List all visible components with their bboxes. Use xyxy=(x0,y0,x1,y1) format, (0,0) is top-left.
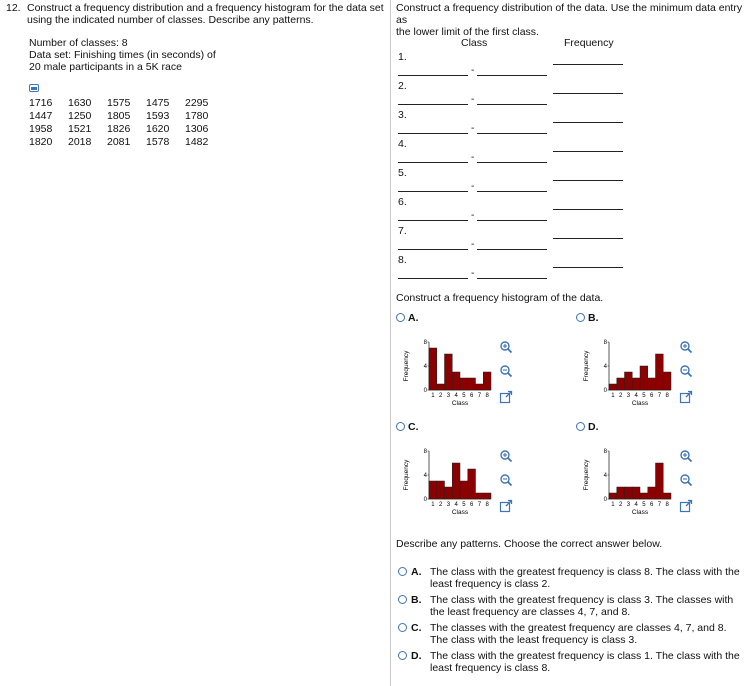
pattern-option-a-radio[interactable] xyxy=(398,567,407,576)
y-tick-label: 0 xyxy=(423,497,427,503)
data-cell: 1447 xyxy=(29,109,53,122)
histogram-bar xyxy=(663,372,671,390)
dataset-line-2: 20 male participants in a 5K race xyxy=(29,61,182,73)
histogram-option-a-radio[interactable] xyxy=(396,313,405,322)
class-range-dash: - xyxy=(471,65,475,76)
histogram-bar xyxy=(483,493,491,499)
zoom-in-icon[interactable] xyxy=(679,449,693,463)
histogram-bar xyxy=(632,378,640,390)
x-tick-label: 1 xyxy=(431,393,435,399)
y-tick-label: 0 xyxy=(423,388,427,394)
histogram-bar xyxy=(617,378,625,390)
y-tick-label: 8 xyxy=(423,449,427,455)
frequency-column-header: Frequency xyxy=(564,37,614,49)
data-cell: 1780 xyxy=(185,109,209,122)
x-tick-label: 3 xyxy=(446,393,451,399)
classes-line: Number of classes: 8 xyxy=(29,37,128,49)
data-row xyxy=(29,109,224,122)
histogram-bar xyxy=(452,372,460,390)
freq-instruction-line-2: the lower limit of the first class. xyxy=(396,26,539,38)
data-cell: 1578 xyxy=(146,135,170,148)
x-tick-label: 7 xyxy=(477,393,482,399)
pattern-option-line-1: The class with the greatest frequency is class 8. The class with the xyxy=(430,566,740,578)
frequency-input[interactable] xyxy=(553,93,623,94)
row-label: 8. xyxy=(398,254,407,266)
histogram-bar xyxy=(429,348,437,390)
y-tick-label: 0 xyxy=(603,388,607,394)
data-cell: 2295 xyxy=(185,96,209,109)
pattern-option-letter[interactable]: B. xyxy=(411,594,422,606)
histogram-bar xyxy=(437,384,445,390)
histogram-bar xyxy=(656,463,664,499)
row-label: 6. xyxy=(398,196,407,208)
class-upper-input[interactable] xyxy=(477,104,547,105)
histogram-bar xyxy=(609,493,617,499)
x-tick-label: 7 xyxy=(657,393,662,399)
x-tick-label: 3 xyxy=(626,393,631,399)
class-upper-input[interactable] xyxy=(477,191,547,192)
x-tick-label: 2 xyxy=(438,393,443,399)
class-upper-input[interactable] xyxy=(477,220,547,221)
x-tick-label: 8 xyxy=(665,393,669,399)
pattern-option-line-1: The class with the greatest frequency is class 1. The class with the xyxy=(430,650,740,662)
histogram-bar xyxy=(460,481,468,499)
frequency-input[interactable] xyxy=(553,180,623,181)
zoom-out-icon[interactable] xyxy=(499,364,513,378)
x-tick-label: 4 xyxy=(634,393,638,399)
class-lower-input[interactable] xyxy=(398,249,468,250)
histogram-bar xyxy=(656,354,664,390)
data-cell: 2081 xyxy=(107,135,131,148)
histogram-bar xyxy=(437,481,445,499)
dataset-line-1: Data set: Finishing times (in seconds) of xyxy=(29,49,216,61)
class-column-header: Class xyxy=(461,37,488,49)
zoom-out-icon[interactable] xyxy=(679,364,693,378)
expand-icon[interactable] xyxy=(679,499,693,513)
expand-icon[interactable] xyxy=(679,390,693,404)
histogram-bar xyxy=(476,384,484,390)
class-range-dash: - xyxy=(471,123,475,134)
frequency-input[interactable] xyxy=(553,238,623,239)
x-tick-label: 7 xyxy=(657,502,662,508)
histogram-y-label: Frequency xyxy=(403,459,410,491)
class-upper-input[interactable] xyxy=(477,75,547,76)
x-tick-label: 8 xyxy=(485,502,489,508)
histogram-y-label: Frequency xyxy=(403,350,410,382)
data-cell: 1306 xyxy=(185,122,209,135)
x-tick-label: 1 xyxy=(431,502,435,508)
row-label: 1. xyxy=(398,51,407,63)
histogram-bar xyxy=(648,487,656,499)
histogram-option-b-letter[interactable]: B. xyxy=(588,312,599,324)
histogram-bar xyxy=(617,487,625,499)
data-cell: 1620 xyxy=(146,122,170,135)
x-tick-label: 8 xyxy=(485,393,489,399)
histogram-y-label: Frequency xyxy=(583,350,590,382)
data-set-table xyxy=(29,96,224,148)
x-tick-label: 5 xyxy=(642,502,646,508)
data-cell: 1630 xyxy=(68,96,92,109)
histogram-x-label: Class xyxy=(451,509,469,516)
row-label: 7. xyxy=(398,225,407,237)
question-prompt: Construct a frequency distribution and a frequency histogram for the data set using the indicated number of classes. Describe any patterns. xyxy=(27,2,384,26)
class-range-dash: - xyxy=(471,210,475,221)
x-tick-label: 3 xyxy=(446,502,451,508)
x-tick-label: 8 xyxy=(665,502,669,508)
x-tick-label: 1 xyxy=(611,393,615,399)
histogram-option-a-letter[interactable]: A. xyxy=(408,312,419,324)
class-lower-input[interactable] xyxy=(398,133,468,134)
data-cell: 1593 xyxy=(146,109,170,122)
frequency-input[interactable] xyxy=(553,209,623,210)
class-range-dash: - xyxy=(471,268,475,279)
histogram-option-c-radio[interactable] xyxy=(396,422,405,431)
y-tick-label: 8 xyxy=(603,340,607,346)
pattern-option-line-2: least frequency is class 8. xyxy=(430,662,551,674)
pattern-option-text xyxy=(430,650,752,674)
histogram-bar xyxy=(609,384,617,390)
pattern-option-line-2: The class with the least frequency is class 3. xyxy=(430,634,638,646)
zoom-in-icon[interactable] xyxy=(499,449,513,463)
histogram-bar xyxy=(632,487,640,499)
pattern-option-d-radio[interactable] xyxy=(398,651,407,660)
data-cell: 1820 xyxy=(29,135,53,148)
x-tick-label: 6 xyxy=(469,502,474,508)
y-tick-label: 4 xyxy=(603,364,607,370)
x-tick-label: 4 xyxy=(454,502,458,508)
x-tick-label: 7 xyxy=(477,502,482,508)
patterns-instruction: Describe any patterns. Choose the correct answer below. xyxy=(396,538,663,550)
row-label: 5. xyxy=(398,167,407,179)
expand-icon[interactable] xyxy=(499,390,513,404)
freq-instruction xyxy=(396,2,754,38)
y-tick-label: 8 xyxy=(603,449,607,455)
class-upper-input[interactable] xyxy=(477,133,547,134)
data-cell: 1716 xyxy=(29,96,53,109)
histogram-x-label: Class xyxy=(631,400,649,407)
histogram-bar xyxy=(476,493,484,499)
data-cell: 1805 xyxy=(107,109,131,122)
data-cell: 1482 xyxy=(185,135,209,148)
histogram-bar xyxy=(640,493,648,499)
pattern-option-c-radio[interactable] xyxy=(398,623,407,632)
class-lower-input[interactable] xyxy=(398,191,468,192)
x-tick-label: 4 xyxy=(634,502,638,508)
class-lower-input[interactable] xyxy=(398,220,468,221)
histogram-bar xyxy=(468,469,476,499)
histogram-option-d-radio[interactable] xyxy=(576,422,585,431)
class-upper-input[interactable] xyxy=(477,278,547,279)
x-tick-label: 3 xyxy=(626,502,631,508)
histogram-bar xyxy=(483,372,491,390)
pattern-option-line-2: the least frequency are classes 4, 7, and 8. xyxy=(430,606,631,618)
class-range-dash: - xyxy=(471,94,475,105)
histogram-option-b-radio[interactable] xyxy=(576,313,585,322)
zoom-in-icon[interactable] xyxy=(679,340,693,354)
x-tick-label: 2 xyxy=(618,393,623,399)
pattern-option-text xyxy=(430,622,752,646)
pattern-option-letter[interactable]: A. xyxy=(411,566,422,578)
histogram-bar xyxy=(429,481,437,499)
class-lower-input[interactable] xyxy=(398,104,468,105)
histogram-bar xyxy=(640,366,648,390)
y-tick-label: 0 xyxy=(603,497,607,503)
x-tick-label: 4 xyxy=(454,393,458,399)
x-tick-label: 1 xyxy=(611,502,615,508)
row-label: 3. xyxy=(398,109,407,121)
data-cell: 1826 xyxy=(107,122,131,135)
pattern-option-letter[interactable]: C. xyxy=(411,622,422,634)
zoom-out-icon[interactable] xyxy=(499,473,513,487)
expand-icon[interactable] xyxy=(499,499,513,513)
freq-instruction-line-1: Construct a frequency distribution of the data. Use the minimum data entry as xyxy=(396,2,743,26)
row-label: 2. xyxy=(398,80,407,92)
histogram-bar xyxy=(625,372,633,390)
x-tick-label: 5 xyxy=(462,393,466,399)
pattern-option-b-radio[interactable] xyxy=(398,595,407,604)
data-cell: 1575 xyxy=(107,96,131,109)
histogram-x-label: Class xyxy=(631,509,649,516)
x-tick-label: 2 xyxy=(618,502,623,508)
panel-divider xyxy=(390,0,391,686)
histogram-option-d-letter[interactable]: D. xyxy=(588,421,599,433)
y-tick-label: 8 xyxy=(423,340,427,346)
pattern-option-line-2: least frequency is class 2. xyxy=(430,578,551,590)
class-upper-input[interactable] xyxy=(477,162,547,163)
class-upper-input[interactable] xyxy=(477,249,547,250)
histogram-bar xyxy=(445,487,453,499)
x-tick-label: 5 xyxy=(642,393,646,399)
x-tick-label: 6 xyxy=(469,393,474,399)
frequency-input[interactable] xyxy=(553,64,623,65)
pattern-option-letter[interactable]: D. xyxy=(411,650,422,662)
question-number: 12. xyxy=(6,2,21,14)
x-tick-label: 5 xyxy=(462,502,466,508)
histogram-bar xyxy=(625,487,633,499)
class-lower-input[interactable] xyxy=(398,75,468,76)
frequency-input[interactable] xyxy=(553,267,623,268)
y-tick-label: 4 xyxy=(603,473,607,479)
class-lower-input[interactable] xyxy=(398,278,468,279)
y-tick-label: 4 xyxy=(423,364,427,370)
data-cell: 2018 xyxy=(68,135,92,148)
histogram-bar xyxy=(460,378,468,390)
pattern-option-text xyxy=(430,566,752,590)
x-tick-label: 6 xyxy=(649,502,654,508)
histogram-bar xyxy=(648,378,656,390)
data-cell: 1521 xyxy=(68,122,92,135)
histogram-bar xyxy=(445,354,453,390)
class-range-dash: - xyxy=(471,181,475,192)
histogram-instruction: Construct a frequency histogram of the data. xyxy=(396,292,604,304)
pattern-option-line-1: The classes with the greatest frequency are classes 4, 7, and 8. xyxy=(430,622,727,634)
histogram-bar xyxy=(452,463,460,499)
frequency-input[interactable] xyxy=(553,151,623,152)
pattern-option-line-1: The class with the greatest frequency is class 3. The classes with xyxy=(430,594,734,606)
data-cell: 1475 xyxy=(146,96,170,109)
histogram-x-label: Class xyxy=(451,400,469,407)
data-row xyxy=(29,135,224,148)
data-row xyxy=(29,122,224,135)
zoom-out-icon[interactable] xyxy=(679,473,693,487)
class-lower-input[interactable] xyxy=(398,162,468,163)
histogram-option-c-letter[interactable]: C. xyxy=(408,421,419,433)
class-range-dash: - xyxy=(471,152,475,163)
histogram-y-label: Frequency xyxy=(583,459,590,491)
x-tick-label: 6 xyxy=(649,393,654,399)
x-tick-label: 2 xyxy=(438,502,443,508)
zoom-in-icon[interactable] xyxy=(499,340,513,354)
y-tick-label: 4 xyxy=(423,473,427,479)
copy-data-icon[interactable] xyxy=(29,84,40,93)
data-cell: 1250 xyxy=(68,109,92,122)
frequency-input[interactable] xyxy=(553,122,623,123)
pattern-option-text xyxy=(430,594,752,618)
data-cell: 1958 xyxy=(29,122,53,135)
data-row xyxy=(29,96,224,109)
histogram-bar xyxy=(468,378,476,390)
class-range-dash: - xyxy=(471,239,475,250)
row-label: 4. xyxy=(398,138,407,150)
histogram-bar xyxy=(663,493,671,499)
